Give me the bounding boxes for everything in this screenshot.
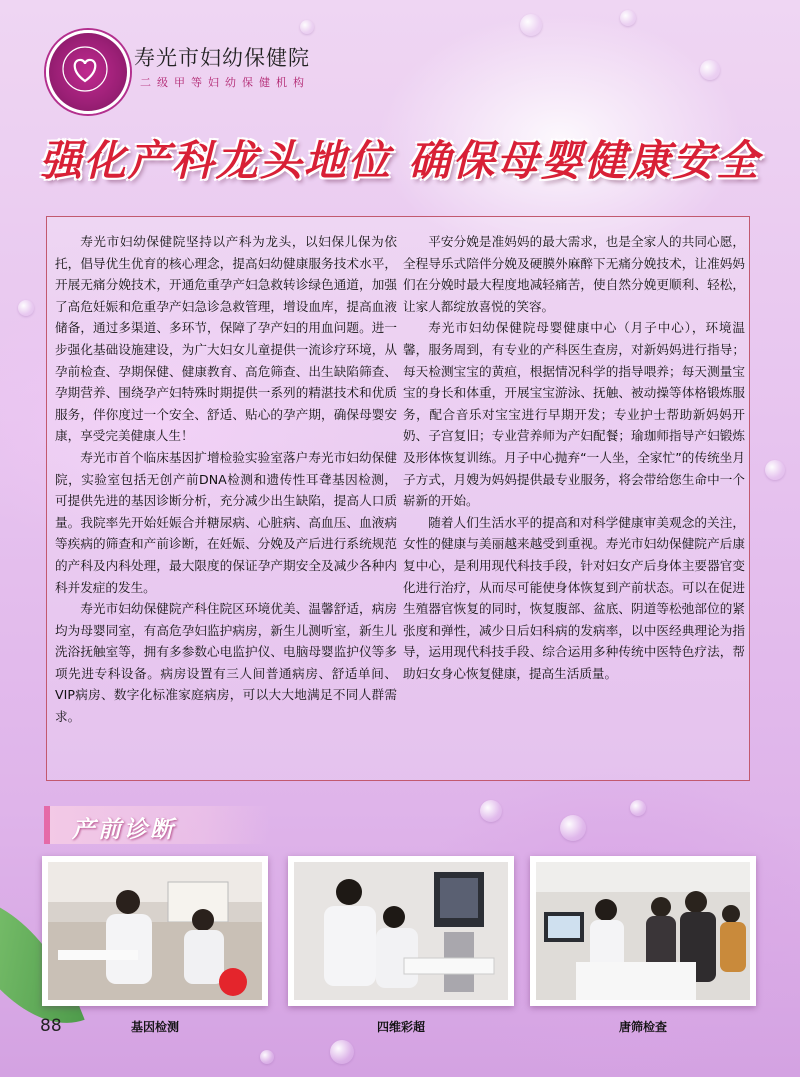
hospital-name: 寿光市妇幼保健院 bbox=[134, 46, 310, 70]
lab-photo-image bbox=[48, 862, 262, 1000]
article-paragraph: 随着人们生活水平的提高和对科学健康审美观念的关注，女性的健康与美丽越来越受到重视。寿光市妇幼保健院产后康复中心，是利用现代科技手段，针对妇女产后身体主要器官变化进行治疗，从而尽可能使身体恢复到产前状态。可以在促进生殖器官恢复的同时，恢复腹部、盆底、阴道等松弛部位的紧张度和弹性，减少日后妇科病的发病率，以中医经典理论为指导，运用现代科技手段、综合运用多种传统中医特色疗法，帮助妇女身心恢复健康，提高生活质量。 bbox=[403, 514, 745, 681]
photo-caption: 四维彩超 bbox=[376, 1020, 425, 1034]
page-headline: 强化产科龙头地位 确保母婴健康安全 bbox=[39, 136, 761, 185]
article-paragraph: 寿光市妇幼保健院产科住院区环境优美、温馨舒适，病房均为母婴同室，有高危孕妇监护病房，新生儿测听室，新生儿洗浴抚触室等，拥有多参数心电监护仪、电脑母婴监护仪等多项先进专科设备。病房设置有三人间普通病房、舒适单间、VIP病房、数字化标准家庭病房，可以大大地满足不同人群需求。 bbox=[55, 601, 397, 725]
logo-heart-icon bbox=[49, 33, 127, 111]
article-left-column bbox=[55, 231, 397, 728]
water-drop-decoration bbox=[520, 14, 542, 36]
water-drop-decoration bbox=[765, 460, 785, 480]
screening-photo-image bbox=[536, 862, 750, 1000]
photo-down-syndrome-screening bbox=[530, 856, 756, 1006]
section-banner bbox=[44, 806, 270, 844]
water-drop-decoration bbox=[560, 815, 586, 841]
article-right-column bbox=[403, 231, 745, 684]
article-paragraph: 寿光市妇幼保健院母婴健康中心（月子中心），环境温馨，服务周到，有专业的产科医生查房，对新妈妈进行指导；每天检测宝宝的黄疸，根据情况科学的指导喂养；每天测量宝宝的身长和体重，开展宝宝游泳、抚触、被动操等体格锻炼服务，配合音乐对宝宝进行早期开发；专业护士帮助新妈妈开奶、子宫复旧；专业营养师为产妇配餐；瑜珈师指导产妇锻炼及形体恢复训练。月子中心抛弃“一人坐，全家忙”的传统坐月子方式，月嫂为妈妈提供最专业服务，将会带给您生命中一个崭新的开始。 bbox=[403, 320, 745, 509]
water-drop-decoration bbox=[300, 20, 314, 34]
article-paragraph: 寿光市首个临床基因扩增检验实验室落户寿光市妇幼保健院，实验室包括无创产前DNA检测和遗传性耳聋基因检测，可提供先进的基因诊断分析，充分减少出生缺陷，提高人口质量。我院率先开始妊娠合并糖尿病、心脏病、高血压、血液病等疾病的筛查和产前诊断，在妊娠、分娩及产后进行系统规范的产科及内科处理，最大限度的保证孕产期安全及减少各种内科并发症的发生。 bbox=[55, 449, 397, 595]
photo-caption: 唐筛检查 bbox=[618, 1020, 667, 1034]
hospital-subtitle: 二级甲等妇幼保健机构 bbox=[140, 76, 310, 89]
water-drop-decoration bbox=[480, 800, 502, 822]
page-number: 88 bbox=[40, 1016, 62, 1036]
water-drop-decoration bbox=[620, 10, 636, 26]
water-drop-decoration bbox=[260, 1050, 274, 1064]
article-box bbox=[46, 216, 750, 781]
photo-4d-ultrasound bbox=[288, 856, 514, 1006]
article-paragraph: 寿光市妇幼保健院坚持以产科为龙头，以妇保儿保为依托，倡导优生优育的核心理念，提高妇幼健康服务技术水平，开展无痛分娩技术，开通危重孕产妇急救转诊绿色通道，加强了高危妊娠和危重孕产妇急诊急救管理，增设血库，提高血液储备，通过多渠道、多环节，保障了孕产妇的用血问题。进一步强化基础设施建设，为广大妇女儿童提供一流诊疗环境，从孕前检查、孕期保健、健康教育、高危筛查、出生缺陷筛查、孕期营养、围绕孕产妇特殊时期提供一系列的精湛技术和优质服务，伴你度过一个安全、舒适、贴心的孕产期，确保母婴安康，享受完美健康人生！ bbox=[55, 234, 397, 444]
water-drop-decoration bbox=[700, 60, 720, 80]
photo-gene-testing bbox=[42, 856, 268, 1006]
section-title: 产前诊断 bbox=[72, 816, 176, 843]
water-drop-decoration bbox=[18, 300, 34, 316]
ultrasound-photo-image bbox=[294, 862, 508, 1000]
water-drop-decoration bbox=[630, 800, 646, 816]
water-drop-decoration bbox=[330, 1040, 354, 1064]
article-paragraph: 平安分娩是准妈妈的最大需求，也是全家人的共同心愿，全程导乐式陪伴分娩及硬膜外麻醉下无痛分娩技术，让准妈妈们在分娩时最大程度地减轻痛苦，使自然分娩更顺利、轻松，让家人都绽放喜悦的笑容。 bbox=[403, 234, 745, 314]
photo-caption: 基因检测 bbox=[130, 1020, 179, 1034]
hospital-logo bbox=[46, 30, 130, 114]
